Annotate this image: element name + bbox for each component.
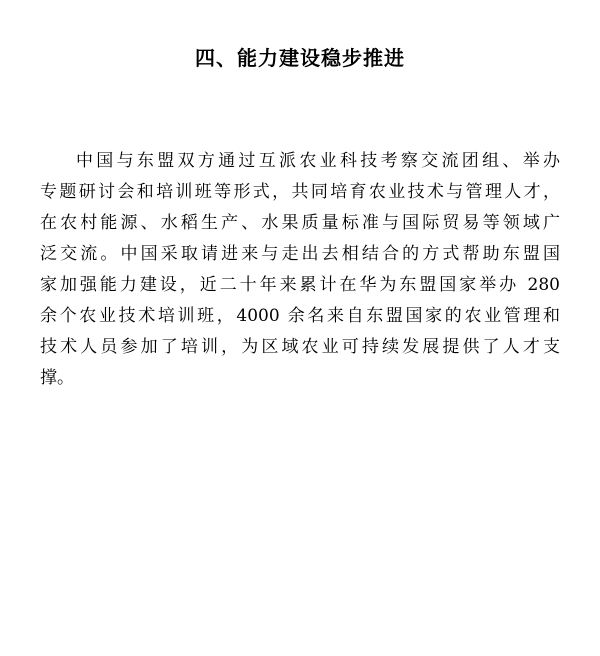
section-heading: 四、能力建设稳步推进 (195, 46, 405, 70)
paragraph-line: 家加强能力建设，近二十年来累计在华为东盟国家举办 280 (40, 275, 560, 295)
paragraph-line: 专题研讨会和培训班等形式，共同培育农业技术与管理人才， (40, 182, 560, 202)
paragraph-line: 在农村能源、水稻生产、水果质量标准与国际贸易等领域广 (40, 213, 560, 233)
paragraph-line: 撑。 (40, 368, 74, 388)
body-paragraph (40, 146, 560, 394)
paragraph-line: 余个农业技术培训班，4000 余名来自东盟国家的农业管理和 (40, 306, 560, 326)
paragraph-line: 泛交流。中国采取请进来与走出去相结合的方式帮助东盟国 (40, 244, 560, 264)
paragraph-line: 中国与东盟双方通过互派农业科技考察交流团组、举办 (76, 151, 560, 171)
paragraph-line: 技术人员参加了培训，为区域农业可持续发展提供了人才支 (40, 337, 560, 357)
